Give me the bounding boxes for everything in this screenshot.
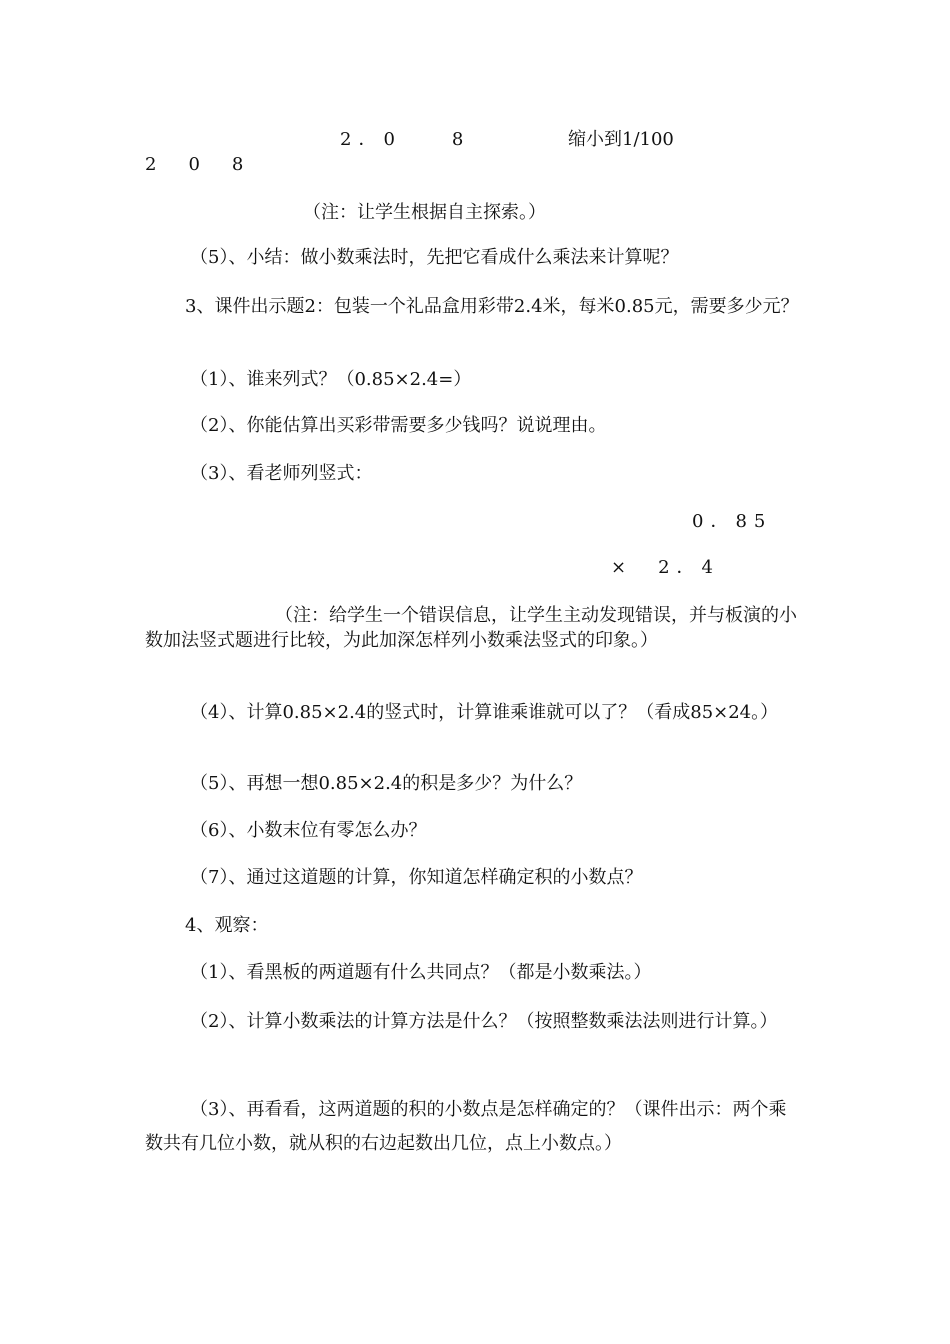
item-3-q7: （7）、通过这道题的计算，你知道怎样确定积的小数点？ bbox=[190, 867, 643, 888]
note-1: （注：让学生根据自主探索。） bbox=[303, 202, 546, 223]
item-4-q2: （2）、计算小数乘法的计算方法是什么？（按照整数乘法法则进行计算。） bbox=[190, 1011, 778, 1032]
item-4-q1: （1）、看黑板的两道题有什么共同点？（都是小数乘法。） bbox=[190, 962, 652, 983]
calc1-note: 缩小到1/100 bbox=[568, 129, 674, 150]
item-4-q3: （3）、再看看，这两道题的积的小数点是怎样确定的？（课件出示：两个乘数共有几位小数，就从积的右边起数出几位，点上小数点。） bbox=[145, 1099, 787, 1154]
summary-5: （5）、小结：做小数乘法时，先把它看成什么乘法来计算呢？ bbox=[190, 247, 679, 268]
item-3-q5: （5）、再想一想0.85×2.4的积是多少？为什么？ bbox=[190, 773, 583, 794]
calc2-top: 0．85 bbox=[692, 511, 773, 532]
item-3-prompt: 3、课件出示题2：包装一个礼品盒用彩带2.4米，每米0.85元，需要多少元？ bbox=[185, 296, 799, 317]
item-4-heading: 4、观察： bbox=[185, 915, 269, 936]
calc1-top: 2．0 8 bbox=[340, 129, 471, 150]
item-3-q6: （6）、小数末位有零怎么办？ bbox=[190, 820, 427, 841]
calc1-bottom: 2 0 8 bbox=[145, 154, 251, 175]
note-2: （注：给学生一个错误信息，让学生主动发现错误，并与板演的小数加法竖式题进行比较，为此加深怎样列小数乘法竖式的印象。） bbox=[145, 605, 797, 651]
item-3-q2: （2）、你能估算出买彩带需要多少钱吗？说说理由。 bbox=[190, 415, 607, 436]
item-3-q1: （1）、谁来列式？（0.85×2.4=） bbox=[190, 369, 472, 390]
item-3-q3: （3）、看老师列竖式： bbox=[190, 463, 373, 484]
item-3-q4: （4）、计算0.85×2.4的竖式时，计算谁乘谁就可以了？（看成85×24。） bbox=[190, 702, 779, 723]
calc2-bottom: × 2．4 bbox=[611, 557, 720, 578]
